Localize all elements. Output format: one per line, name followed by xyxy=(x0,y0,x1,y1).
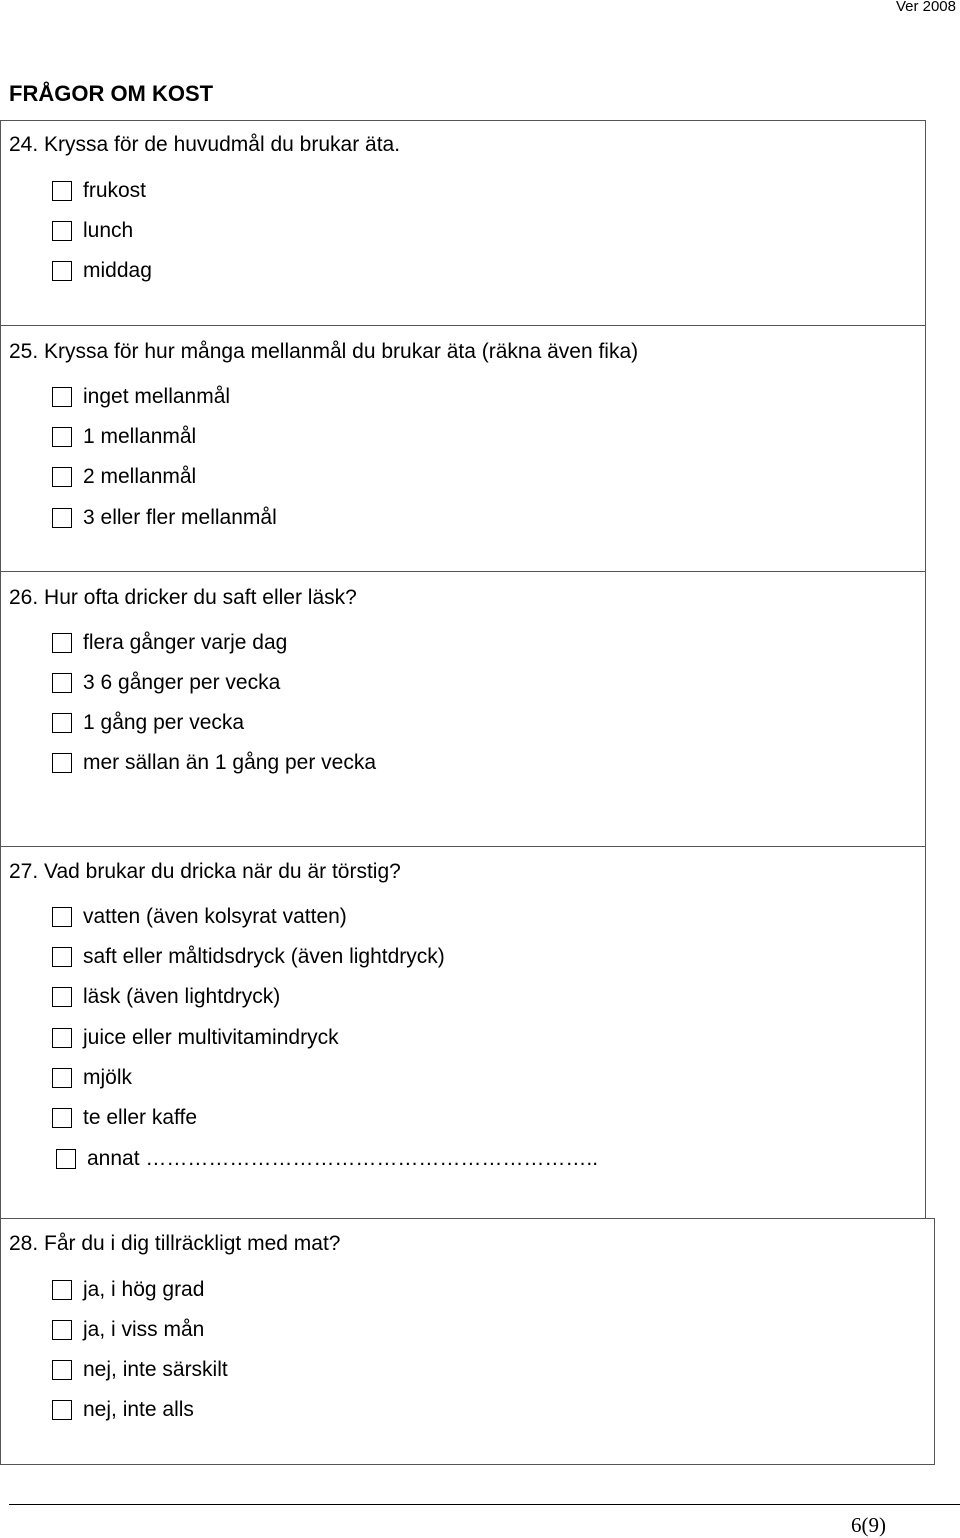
option-label: vatten (även kolsyrat vatten) xyxy=(83,905,347,928)
option-label: middag xyxy=(83,259,152,282)
option-label: mer sällan än 1 gång per vecka xyxy=(83,751,377,774)
option-mer-sallan[interactable] xyxy=(52,750,376,776)
option-frukost[interactable] xyxy=(52,178,146,204)
option-flera-ganger[interactable] xyxy=(52,630,287,656)
checkbox[interactable] xyxy=(52,1400,72,1420)
option-3-eller-fler[interactable] xyxy=(52,505,277,531)
question-28: 28. Får du i dig tillräckligt med mat? xyxy=(9,1232,341,1255)
option-label: nej, inte särskilt xyxy=(83,1358,228,1381)
option-label: 2 mellanmål xyxy=(83,465,197,488)
question-25: 25. Kryssa för hur många mellanmål du brukar äta (räkna även fika) xyxy=(9,340,639,363)
option-middag[interactable] xyxy=(52,258,152,284)
option-lunch[interactable] xyxy=(52,218,133,244)
checkbox[interactable] xyxy=(52,1320,72,1340)
option-inget-mellanmal[interactable] xyxy=(52,384,230,410)
option-label: annat ……………………………………………………….. xyxy=(87,1147,599,1170)
option-nej-inte-alls[interactable] xyxy=(52,1397,194,1423)
checkbox[interactable] xyxy=(52,947,72,967)
question-27: 27. Vad brukar du dricka när du är törstig? xyxy=(9,860,401,883)
option-label: lunch xyxy=(83,219,134,242)
option-label: läsk (även lightdryck) xyxy=(83,985,281,1008)
option-3-6-ganger[interactable] xyxy=(52,670,280,696)
checkbox[interactable] xyxy=(52,987,72,1007)
option-saft[interactable] xyxy=(52,944,445,970)
option-label: te eller kaffe xyxy=(83,1106,198,1129)
option-label: juice eller multivitamindryck xyxy=(83,1026,339,1049)
checkbox[interactable] xyxy=(56,1149,76,1169)
option-label: ja, i viss mån xyxy=(83,1318,205,1341)
option-nej-inte-sarskilt[interactable] xyxy=(52,1357,228,1383)
checkbox[interactable] xyxy=(52,753,72,773)
option-ja-viss-man[interactable] xyxy=(52,1317,204,1343)
checkbox[interactable] xyxy=(52,221,72,241)
option-label: inget mellanmål xyxy=(83,385,231,408)
question-26: 26. Hur ofta dricker du saft eller läsk? xyxy=(9,586,357,609)
checkbox[interactable] xyxy=(52,427,72,447)
checkbox[interactable] xyxy=(52,261,72,281)
checkbox[interactable] xyxy=(52,1068,72,1088)
checkbox[interactable] xyxy=(52,1360,72,1380)
checkbox[interactable] xyxy=(52,467,72,487)
option-1-mellanmal[interactable] xyxy=(52,424,196,450)
checkbox[interactable] xyxy=(52,508,72,528)
divider xyxy=(0,571,926,572)
option-te-kaffe[interactable] xyxy=(52,1105,197,1131)
option-annat[interactable] xyxy=(56,1146,598,1172)
option-vatten[interactable] xyxy=(52,904,347,930)
option-label: 1 mellanmål xyxy=(83,425,197,448)
option-label: ja, i hög grad xyxy=(83,1278,205,1301)
option-label: 3 eller fler mellanmål xyxy=(83,506,277,529)
option-mjolk[interactable] xyxy=(52,1065,132,1091)
checkbox[interactable] xyxy=(52,1108,72,1128)
option-label: nej, inte alls xyxy=(83,1398,194,1421)
question-24: 24. Kryssa för de huvudmål du brukar äta. xyxy=(9,133,401,156)
option-label: frukost xyxy=(83,179,147,202)
checkbox[interactable] xyxy=(52,1028,72,1048)
section-title: FRÅGOR OM KOST xyxy=(9,81,214,106)
version-label: Ver 2008 xyxy=(895,0,956,15)
checkbox[interactable] xyxy=(52,387,72,407)
checkbox[interactable] xyxy=(52,673,72,693)
option-label: mjölk xyxy=(83,1066,133,1089)
divider xyxy=(0,325,926,326)
footer-divider xyxy=(9,1504,960,1505)
checkbox[interactable] xyxy=(52,1280,72,1300)
option-label: 3 6 gånger per vecka xyxy=(83,671,281,694)
page-number: 6(9) xyxy=(851,1513,886,1537)
option-label: saft eller måltidsdryck (även lightdryck) xyxy=(83,945,445,968)
option-label: flera gånger varje dag xyxy=(83,631,288,654)
checkbox[interactable] xyxy=(52,181,72,201)
option-2-mellanmal[interactable] xyxy=(52,464,196,490)
option-1-gang[interactable] xyxy=(52,710,244,736)
checkbox[interactable] xyxy=(52,907,72,927)
option-juice[interactable] xyxy=(52,1025,339,1051)
option-label: 1 gång per vecka xyxy=(83,711,245,734)
checkbox[interactable] xyxy=(52,633,72,653)
checkbox[interactable] xyxy=(52,713,72,733)
divider xyxy=(0,846,926,847)
option-lask[interactable] xyxy=(52,984,280,1010)
option-ja-hog-grad[interactable] xyxy=(52,1277,204,1303)
